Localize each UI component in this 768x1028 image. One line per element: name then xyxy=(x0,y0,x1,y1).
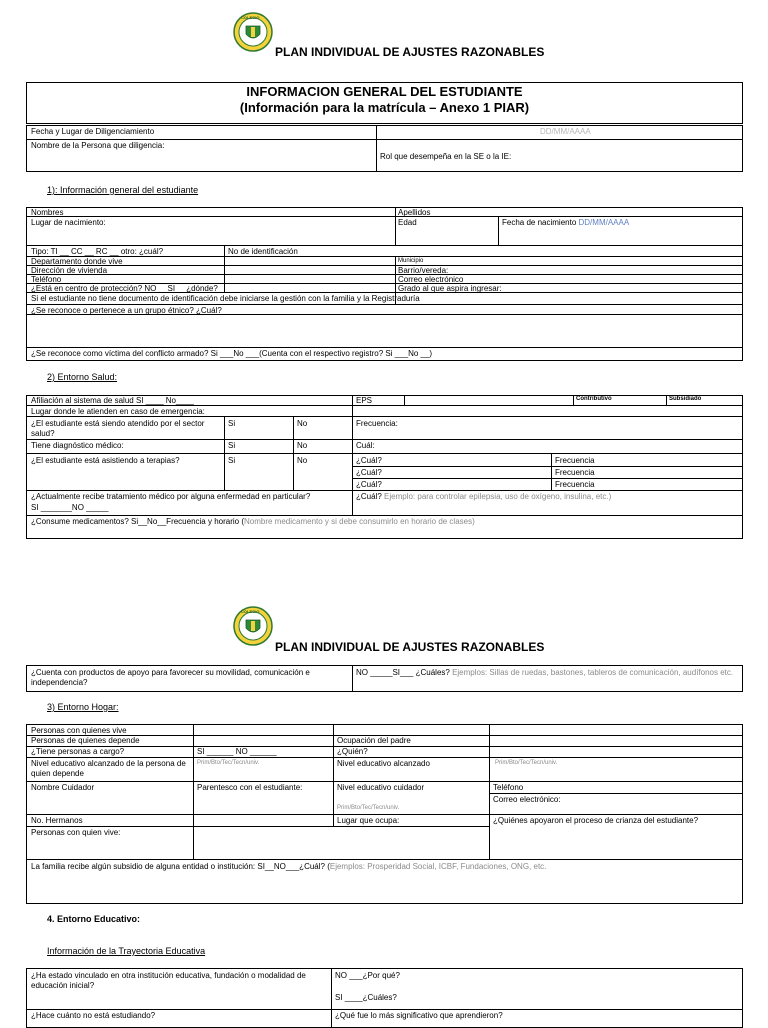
nombre-cuidador-label: Nombre Cuidador xyxy=(31,783,95,792)
significativo-label: ¿Qué fue lo más significativo que aprendieron? xyxy=(335,1011,503,1020)
sin-documento-note: Si el estudiante no tiene documento de identificación debe iniciarse la gestión con la familia y la Registraduría xyxy=(31,294,420,303)
terapias-no[interactable]: No xyxy=(297,456,308,465)
a-cargo-label: ¿Tiene personas a cargo? xyxy=(31,747,125,756)
nivel-alcanzado-label: Nivel educativo alcanzado xyxy=(337,759,430,768)
section-4-subtitle: Información de la Trayectoria Educativa xyxy=(47,946,206,956)
telefono-label: Teléfono xyxy=(31,275,62,284)
atendido-no[interactable]: No xyxy=(297,419,308,428)
hermanos-label: No. Hermanos xyxy=(31,816,83,825)
nivel-depende-hint: Prim/Bto/Tec/Tecn/univ. xyxy=(197,760,260,766)
fecha-label: Fecha y Lugar de Diligenciamiento xyxy=(31,127,155,136)
fecha-value[interactable]: DD/MM/AAAA xyxy=(540,127,591,136)
nivel-cuidador-label: Nivel educativo cuidador xyxy=(337,783,425,792)
hace-cuanto-label: ¿Hace cuánto no está estudiando? xyxy=(31,1011,156,1020)
nivel-alcanzado-hint: Prim/Bto/Tec/Tecn/univ. xyxy=(495,760,558,766)
medicamentos-label: ¿Consume medicamentos? Si__No__Frecuencia y horario (Nombre medicamento y si debe consumirlo en horario de clases) xyxy=(31,517,475,526)
header-line-1: INFORMACION GENERAL DEL ESTUDIANTE xyxy=(246,84,523,99)
terapia-cual-2: ¿Cuál? xyxy=(356,468,382,477)
tratamiento-ejemplo: Ejemplo: para controlar epilepsia, uso de oxígeno, insulina, etc.) xyxy=(384,492,612,501)
logo-text: COLEGIO xyxy=(241,15,260,20)
victima-label: ¿Se reconoce como víctima del conflicto armado? Si ___No ___(Cuenta con el respectivo registro? Si ___No __) xyxy=(31,349,433,358)
apoyo-question: ¿Cuenta con productos de apoyo para favorecer su movilidad, comunicación e independencia? xyxy=(31,668,310,687)
diagnostico-label: Tiene diagnóstico médico: xyxy=(31,441,124,450)
telefono-cuidador-label: Teléfono xyxy=(493,783,524,792)
quienes-apoyaron-label: ¿Quiénes apoyaron el proceso de crianza del estudiante? xyxy=(493,816,699,825)
section-2-title: 2) Entorno Salud: xyxy=(47,372,118,382)
lugar-emergencia-label: Lugar donde le atienden en caso de emergencia: xyxy=(31,407,205,416)
diagnostico-no[interactable]: No xyxy=(297,441,308,450)
grado-label: Grado al que aspira ingresar: xyxy=(398,284,502,293)
section-1-title: 1): Información general del estudiante xyxy=(47,185,199,195)
vive-con-label: Personas con quienes vive xyxy=(31,726,127,735)
subsidio-ejemplo: Ejemplos: Prosperidad Social, ICBF, Fundaciones, ONG, etc. xyxy=(329,862,547,871)
no-identificacion-label: No de identificación xyxy=(228,247,298,256)
subsidiado-label: Subsidiado xyxy=(669,396,702,402)
tipo-documento: Tipo: TI __ CC __ RC __ otro: ¿cuál? xyxy=(31,247,164,256)
si-cuales-label: SI ____¿Cuáles? xyxy=(335,993,397,1002)
etnico-label: ¿Se reconoce o pertenece a un grupo étnico? ¿Cuál? xyxy=(31,306,222,315)
diagnostico-cual: Cuál: xyxy=(356,441,375,450)
ocupacion-padre-label: Ocupación del padre xyxy=(337,736,411,745)
terapias-label: ¿El estudiante está asistiendo a terapias? xyxy=(31,456,180,465)
section-3-title: 3) Entorno Hogar: xyxy=(47,702,119,712)
header-line-2: (Información para la matrícula – Anexo 1 PIAR) xyxy=(239,100,530,115)
nivel-cuidador-hint: Prim/Bto/Tec/Tecn/univ. xyxy=(337,805,400,811)
vinculado-label: ¿Ha estado vinculado en otra institución educativa, fundación o modalidad de educación inicial? xyxy=(31,971,306,990)
a-cargo-si-no[interactable]: SI ______ NO ______ xyxy=(197,747,277,756)
edad-label: Edad xyxy=(398,218,417,227)
quien-label: ¿Quién? xyxy=(337,747,368,756)
section-4-title: 4. Entorno Educativo: xyxy=(47,914,141,924)
atendido-si[interactable]: Si xyxy=(228,419,236,428)
eps-label: EPS xyxy=(356,396,373,405)
afiliacion-label: Afiliación al sistema de salud SI ____ No____ xyxy=(31,396,194,405)
apellidos-label: Apellidos xyxy=(398,208,431,217)
rol-label: Rol que desempeña en la SE o la IE: xyxy=(380,152,512,161)
nivel-depende-label: Nivel educativo alcanzado de la persona de quien depende xyxy=(31,759,186,778)
terapia-frecuencia-3: Frecuencia xyxy=(555,480,595,489)
tratamiento-cual: ¿Cuál? Ejemplo: para controlar epilepsia, uso de oxígeno, insulina, etc.) xyxy=(356,492,612,501)
con-quien-vive-label: Personas con quien vive: xyxy=(31,828,121,837)
page-title: PLAN INDIVIDUAL DE AJUSTES RAZONABLES xyxy=(275,45,545,59)
correo-cuidador-label: Correo electrónico: xyxy=(493,795,561,804)
departamento-label: Departamento donde vive xyxy=(31,257,123,266)
depende-label: Personas de quienes depende xyxy=(31,736,140,745)
atendido-label: ¿El estudiante está siendo atendido por el sector salud? xyxy=(31,419,205,438)
terapia-frecuencia-1: Frecuencia xyxy=(555,456,595,465)
parentesco-label: Parentesco con el estudiante: xyxy=(197,783,303,792)
tratamiento-label-2: SI _______NO _____ xyxy=(31,503,109,512)
proteccion-label: ¿Está en centro de protección? NO __SI __¿dónde? xyxy=(31,284,218,293)
frecuencia-atendido-label: Frecuencia: xyxy=(356,419,398,428)
medicamentos-ejemplo: Nombre medicamento y si debe consumirlo en horario de clases) xyxy=(244,517,475,526)
page-title-2: PLAN INDIVIDUAL DE AJUSTES RAZONABLES xyxy=(275,640,545,654)
correo-label: Correo electrónico xyxy=(398,275,464,284)
nombre-persona-label: Nombre de la Persona que diligencia: xyxy=(31,141,165,150)
barrio-label: Barrio/vereda: xyxy=(398,266,449,275)
terapias-si[interactable]: Si xyxy=(228,456,236,465)
apoyo-ejemplo: Ejemplos: Sillas de ruedas, bastones, tableros de comunicación, audífonos etc. xyxy=(452,668,734,677)
lugar-nacimiento-label: Lugar de nacimiento: xyxy=(31,218,106,227)
direccion-label: Dirección de vivienda xyxy=(31,266,108,275)
nombres-label: Nombres xyxy=(31,208,64,217)
contributivo-label: Contributivo xyxy=(576,396,612,402)
diagnostico-si[interactable]: Si xyxy=(228,441,236,450)
tratamiento-label-1: ¿Actualmente recibe tratamiento médico por alguna enfermedad en particular? xyxy=(31,492,311,501)
logo-text-2: COLEGIO xyxy=(241,609,260,614)
terapia-frecuencia-2: Frecuencia xyxy=(555,468,595,477)
fecha-nacimiento-value[interactable]: DD/MM/AAAA xyxy=(578,218,630,227)
terapia-cual-3: ¿Cuál? xyxy=(356,480,382,489)
municipio-label: Municipio xyxy=(398,258,424,264)
subsidio-label: La familia recibe algún subsidio de alguna entidad o institución: SI__NO___¿Cuál? (Ejemplos: Prosperidad Social, ICBF, Fundaciones, ONG, etc. xyxy=(31,862,547,871)
apoyo-answer: NO _____SI___ ¿Cuáles? Ejemplos: Sillas de ruedas, bastones, tableros de comunicación, audífonos etc. xyxy=(356,668,734,677)
lugar-ocupa-label: Lugar que ocupa: xyxy=(337,816,400,825)
no-porque-label: NO ___¿Por qué? xyxy=(335,971,400,980)
terapia-cual-1: ¿Cuál? xyxy=(356,456,382,465)
fecha-nacimiento-label: Fecha de nacimiento DD/MM/AAAA xyxy=(502,218,630,227)
